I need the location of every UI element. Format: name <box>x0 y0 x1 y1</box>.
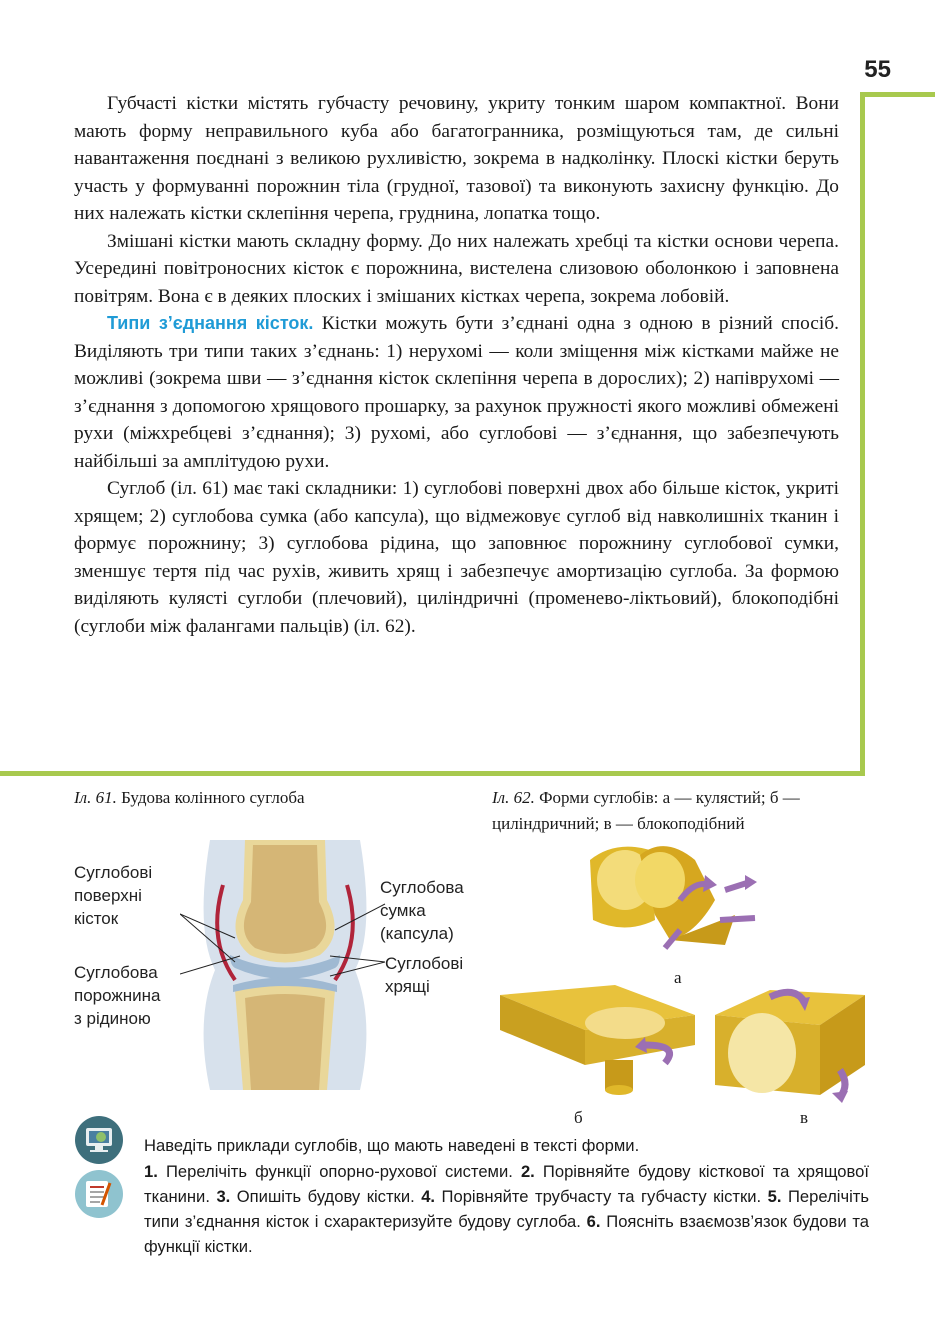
figure-62v-letter: в <box>800 1108 809 1127</box>
label-line: (капсула) <box>380 924 454 943</box>
hinge-joint-illustration <box>710 985 870 1105</box>
section-heading: Типи з’єднання кісток. <box>107 313 314 333</box>
paragraph-body: Кістки можуть бути з’єднані одна з одною в різний спосіб. Виділяють три типи таких з’єднань: 1) нерухомі — коли зміщення між кістками майже не можливі (зокрема шви — з’єднання кісток склепіння черепа в дорослих); 2) напіврухомі — з’єднання з допомогою хрящового прошарку, за рахунок пружності якого можливі обмежені рухи (міжхребцеві з’єднання); 3) рухомі, або суглобові — з’єднання, що забезпечують найбільші за амплітудою рухи. <box>74 313 839 472</box>
question-text: Перелічіть функції опорно-рухової системи. <box>157 1162 521 1181</box>
review-questions <box>144 1159 869 1259</box>
frame-top-bar <box>865 92 935 97</box>
figure-62-title: Форми суглобів: а — кулястий; б — циліндричний; в — блокоподібний <box>492 788 800 833</box>
question-number: 1. <box>144 1162 158 1181</box>
question-text: Порівняйте трубчасту та губчасту кістки. <box>435 1187 768 1206</box>
figure-61-title: Будова колінного суглоба <box>116 788 305 807</box>
figure-61-label: Іл. 61. <box>74 788 117 807</box>
paragraph-joint-structure: Суглоб (іл. 61) має такі складники: 1) суглобові поверхні двох або більше кісток, укриті хрящем; 2) суглобова сумка (або капсула), що відмежовує суглоб від навколишніх тканин і формує порожнину; 3) суглобова рідина, що заповнює порожнину суглобової сумки, зменшує тертя під час рухів, живить хрящ і забезпечує амортизацію суглоба. За формою виділяють кулясті суглоби (плечовий), циліндричні (променево-ліктьовий), блокоподібні (суглоби між фалангами пальців) (іл. 62). <box>74 478 839 637</box>
question-text: Поясніть взаємозв’язок будови та функції кістки. <box>144 1212 870 1256</box>
label-line: сумка <box>380 901 426 920</box>
label-joint-cavity <box>74 961 160 1030</box>
frame-right-bar <box>860 92 865 776</box>
question-text: Перелічіть типи з’єднання кісток і схарактеризуйте будову суглоба. <box>144 1187 870 1231</box>
label-line: Суглобова <box>74 963 158 982</box>
question-number: 4. <box>421 1187 436 1206</box>
label-line: Суглобові <box>385 954 464 973</box>
label-line: хрящі <box>385 977 430 996</box>
label-line: Суглобові <box>74 863 153 882</box>
label-line: з рідиною <box>74 1009 151 1028</box>
cylindrical-joint-illustration <box>495 985 705 1095</box>
frame-bottom-bar <box>0 771 865 776</box>
discussion-question: Наведіть приклади суглобів, що мають наведені в тексті форми. <box>144 1136 640 1155</box>
label-joint-capsule <box>380 876 464 945</box>
figure-62-caption <box>492 785 868 837</box>
figure-62b-letter: б <box>574 1108 583 1127</box>
label-line: поверхні <box>74 886 142 905</box>
notebook-pen-icon <box>74 1169 124 1219</box>
question-text: Порівняйте будову кісткової та хрящової тканини. <box>144 1162 869 1206</box>
paragraph-spongy-bones: Губчасті кістки містять губчасту речовину, укриту тонким шаром компактної. Вони мають форму неправильного куба або багатогранника, розміщуються там, де сильні навантаження поєднані з великою рухливістю, зокрема в надколінку. Плоскі кістки беруть участь у формуванні порожнин тіла (грудної, тазової) та виконують захисну функцію. До них належать кістки склепіння черепа, груднина, лопатка тощо. <box>74 93 839 224</box>
label-line: Суглобова <box>380 878 464 897</box>
figure-62a-letter: а <box>674 968 682 987</box>
figure-61-leader-lines <box>180 900 390 980</box>
figure-62-label: Іл. 62. <box>492 788 535 807</box>
label-line: кісток <box>74 909 119 928</box>
question-number: 5. <box>767 1187 782 1206</box>
computer-globe-icon <box>74 1115 124 1165</box>
question-text: Опишіть будову кістки. <box>230 1187 422 1206</box>
question-number: 6. <box>586 1212 601 1231</box>
page-number: 55 <box>864 56 891 83</box>
paragraph-mixed-bones: Змішані кістки мають складну форму. До них належать хребці та кістки основи черепа. Усередині повітроносних кісток є порожнина, вистелена слизовою оболонкою і заповнена повітрям. Вона є в деяких плоских і змішаних кістках черепа, зокрема лобовій. <box>74 230 839 307</box>
question-number: 2. <box>520 1162 535 1181</box>
label-joint-cartilage <box>385 952 463 998</box>
ball-joint-illustration <box>585 840 770 955</box>
paragraph-bone-connections <box>74 310 839 475</box>
question-number: 3. <box>216 1187 231 1206</box>
label-line: порожнина <box>74 986 161 1005</box>
label-articular-surfaces <box>74 861 152 930</box>
figure-61-caption <box>74 785 404 811</box>
main-text <box>74 90 839 640</box>
